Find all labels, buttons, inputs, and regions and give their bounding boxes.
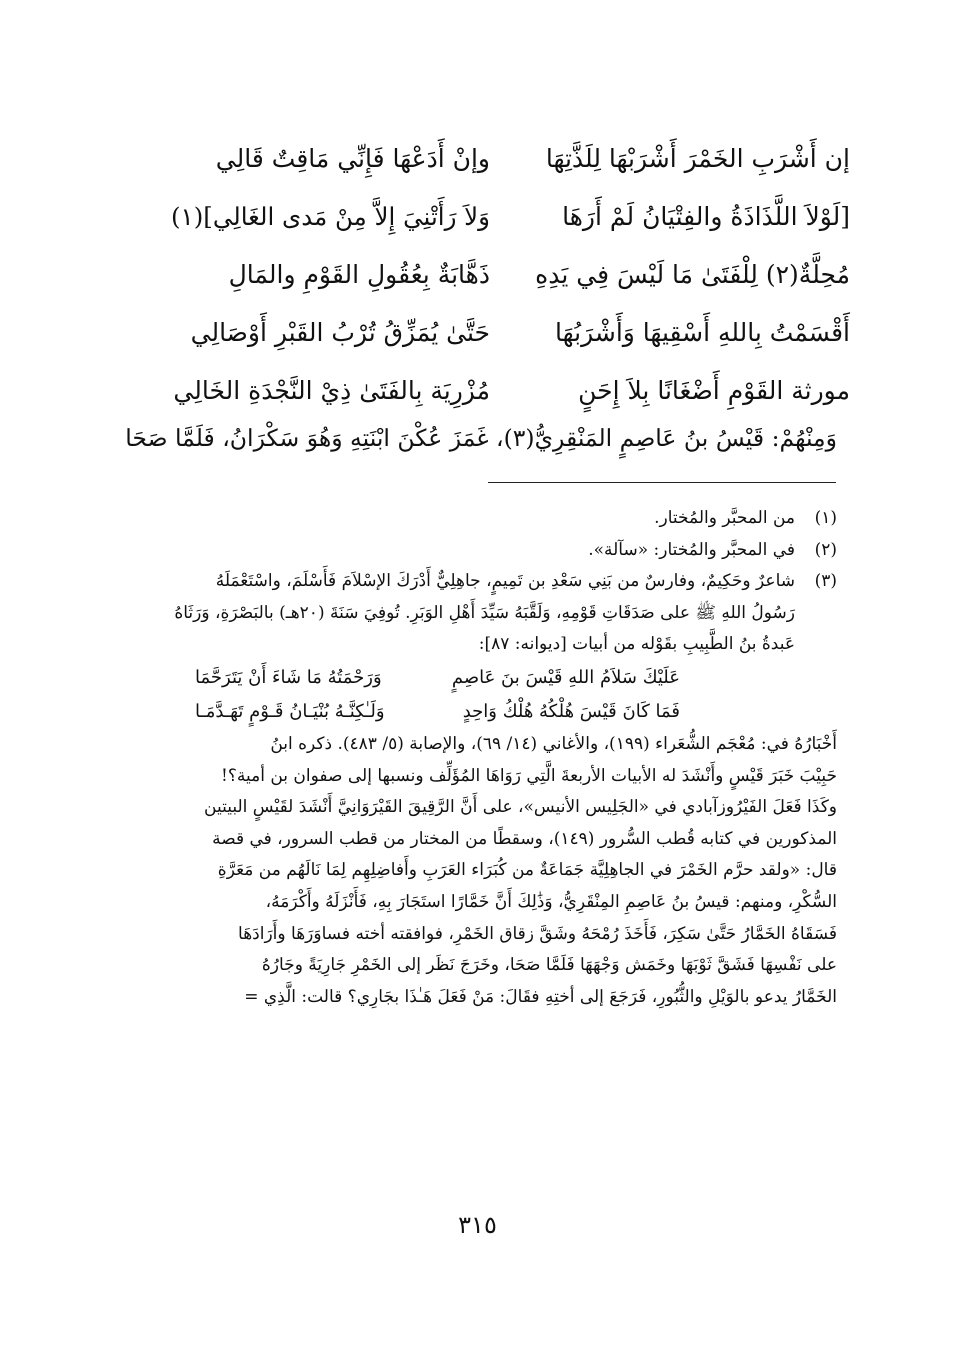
verse-second-hemistich: وَلاَ رَأَتْنِيَ إِلاَّ مِنْ مَدى الغَالِي](١) (170, 202, 490, 231)
footnote (115, 503, 837, 535)
poem-verse (150, 188, 850, 246)
verse-second-hemistich: وَلَـٰكِنَّـهُ بُنْيَـانُ قَـوْمٍ تَهَـدَّمَـا (195, 700, 385, 722)
footnote-text-line: فَسَقَاهُ الخَمَّارُ حَتَّىٰ سَكِرَ، فَأَخَذَ رُمْحَهُ وشَقَّ زقاق الخَمْرِ، فوافقته أخته فساوَرَهَا وأَرَادَهَا (238, 923, 837, 944)
footnote-text-line: الخَمَّارُ يدعو بالوَيْلِ والثُّبُورِ، فَرَجَعَ إلى أختِهِ فقَالَ: مَنْ فَعَلَ هَـٰذَا بجَارِي؟ قالت: الَّذِي = (244, 986, 837, 1007)
verse-first-hemistich: إن أَشْرَبِ الخَمْرَ أَشْرَبْهَا لِلَذَّتِهَا (545, 144, 850, 173)
footnote-text-line: قال: «ولقد حرَّم الخَمْرَ في الجاهِلِيَّة جَمَاعَةٌ من كُبَرَاء العَرَبِ وأَفاضِلِهِم لِمَا نَالَهُم من مَعَرَّةِ (217, 860, 837, 881)
footnote-text-line: وكَذَا فَعَلَ الفَيْرُوزآبادي في «الجَلِيس الأنيس»، على أَنَّ الرَّقِيقَ القَيْرَوَانِيَّ أَنْشَدَ لقَيْسٍ البيتين (204, 797, 837, 818)
page-number: ٣١٥ (458, 1211, 497, 1239)
poem-verse (150, 246, 850, 304)
footnotes-section (115, 503, 837, 1013)
footnote-number: (٢) (814, 539, 837, 560)
footnote-number: (٣) (814, 571, 837, 592)
footnote-text-line: رَسُولُ اللهِ ﷺ على صَدَقَاتِ قَوْمِهِ، وَلَقَّبَهُ سَيِّدَ أَهْلِ الوَبَرِ. تُوفِيَ سَنَةَ (٢٠هـ) بالبَصْرَةِ، وَرَثَاهُ (174, 602, 795, 623)
footnote-text-line: في المحبَّر والمُختار: «سآلة». (588, 539, 795, 560)
footnote-text-line: على نَفْسِهَا فَشَقَّ ثَوْبَهَا وخَمَش وَجْهَهَا فَلَمَّا صَحَا، وخَرَجَ نَظَر إلى الخَمْرِ جَارِيَةً وجَارُهُ (261, 955, 837, 976)
verse-first-hemistich: أَقْسَمْتُ بِاللهِ أَسْقِيهَا وَأَشْرَبُهَا (555, 318, 850, 347)
footnote-verse (115, 661, 795, 695)
verse-second-hemistich: مُزْرِيَة بِالفَتَىٰ ذِيْ النَّجْدَةِ الخَالِي (173, 376, 490, 405)
main-prose-line: وَمِنْهُمْ: قَيْسُ بنُ عَاصِمٍ المَنْقِرِيُّ(٣)، غَمَزَ عُكْنَ ابْنَتِهِ وَهُوَ سَكْرَانُ، فَلَمَّا صَحَا (125, 424, 837, 452)
footnote-verse (115, 695, 795, 729)
verse-first-hemistich: مورثة القَوْمِ أَضْغَانًا بِلاَ إِحَنٍ (578, 376, 850, 405)
poem-verse (150, 362, 850, 420)
footnote-text-line: السُّكْرِ، ومنهم: قيسُ بنُ عَاصِمِ المِنْقَرِيُّ، وَذَٰلِكَ أَنَّ خَمَّارًا استَجَارَ بِهِ، فَأَنْزَلَهُ وأَكْرَمَهُ، (265, 891, 837, 912)
footnote-text-line: من المحبَّر والمُختار. (654, 508, 795, 528)
footnote-text-line: عَبدةُ بنُ الطَّبِيبِ بقَوْله من أبيات [ديوانه: ٨٧]: (478, 634, 795, 655)
footnote-text-line: المذكورين في كتابه قُطب السُّرور (١٤٩)، وسقطًا من المختار من قطب السرور، في قصة (212, 828, 837, 849)
footnote-text-line: شاعرٌ وحَكِيمٌ، وفارسٌ من بَنِي سَعْدِ بن تَمِيمٍ، جاهِلِيٌّ أَدْرَكَ الإسْلاَمَ فَأَسْلَمَ، واسْتَعْمَلَهُ (215, 571, 795, 592)
footnote-text-line: حَبِيْبَ خَبَرَ قَيْسٍ وأَنْشَدَ له الأبيات الأربعةَ الَّتِي رَوَاهَا المُؤَلِّف ونسبها إلى صفوان بن أمية؟! (221, 765, 837, 786)
footnote (115, 566, 837, 1013)
verse-first-hemistich: عَلَيْكَ سَلاَمُ اللهِ قَيْسَ بنَ عَاصِمٍ (451, 666, 680, 688)
verse-second-hemistich: ذَهَّابَةٌ بِعُقُولِ القَوْمِ والمَالِ (228, 260, 490, 289)
footnote-number: (١) (814, 508, 837, 528)
poem-verse (150, 304, 850, 362)
verse-second-hemistich: وإنْ أَدَعْهَا فَإِنِّي مَاقِتٌ قَالِي (215, 144, 490, 173)
verse-first-hemistich: مُحِلَّةٌ(٢) لِلْفَتَىٰ مَا لَيْسَ فِي يَدِهِ (535, 260, 850, 289)
footnote-text-line: أَخْبَارُهُ في: مُعْجَم الشُّعَراء (١٩٩)، والأغاني (١٤/ ٦٩)، والإصابة (٥/ ٤٨٣). ذكره ابنُ (270, 733, 837, 754)
footnote (115, 535, 837, 567)
footnote-divider (488, 482, 836, 483)
verse-second-hemistich: حَتَّىٰ يُمَزِّقُ تُرْبُ القَبْرِ أَوْصَالِي (190, 318, 490, 347)
poem-block (150, 130, 850, 420)
poem-verse (150, 130, 850, 188)
verse-second-hemistich: وَرَحْمَتُهُ مَا شَاءَ أَنْ يَتَرَحَّمَا (195, 666, 382, 688)
verse-first-hemistich: فَمَا كَانَ قَيْسَ هُلْكُهُ هُلْكُ وَاحِدٍ (462, 700, 680, 722)
verse-first-hemistich: [لَوْلاَ اللَّذَاذَةُ والفِتْيَانُ لَمْ أَرَهَا (562, 202, 850, 231)
